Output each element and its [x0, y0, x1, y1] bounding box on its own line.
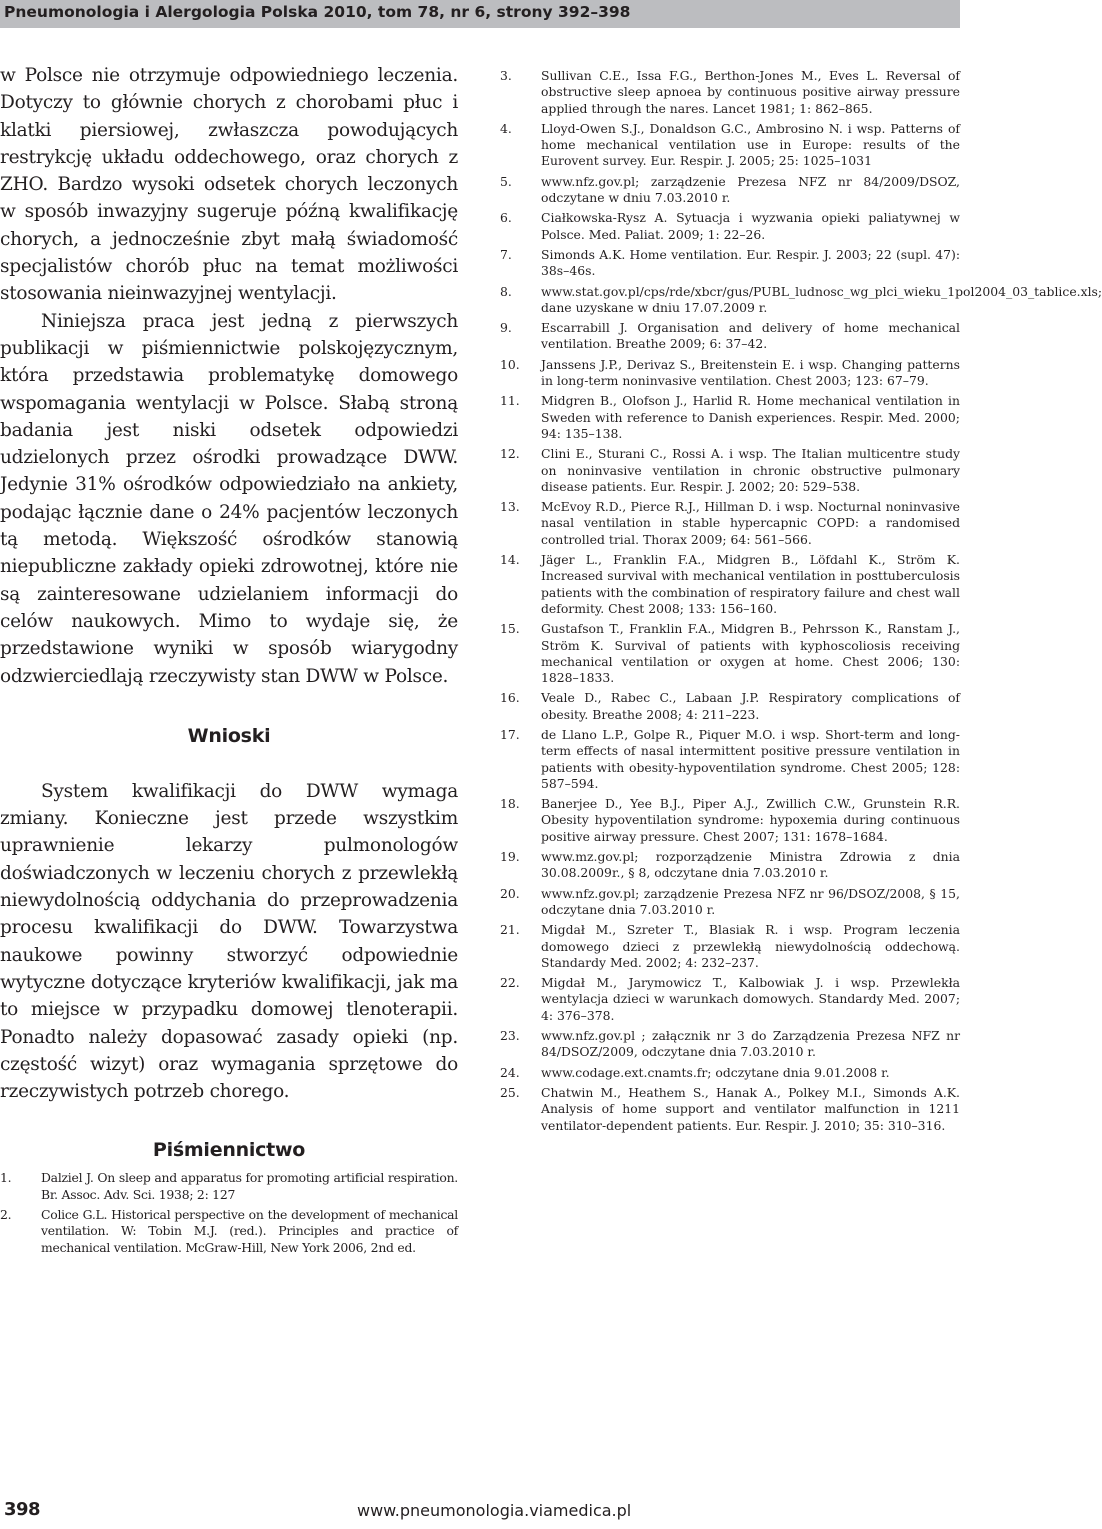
reference-number: 2.: [0, 1206, 12, 1222]
reference-item: [0, 1207, 458, 1256]
journal-header-text: Pneumonologia i Alergologia Polska 2010, tom 78, nr 6, strony 392–398: [4, 3, 631, 21]
reference-number: 17.: [500, 726, 520, 742]
reference-text: Migdał M., Jarymowicz T., Kalbowiak J. i wsp. Przewlekła wentylacja dzieci w warunkach domowych. Standardy Med. 2007; 4: 376–378.: [541, 975, 960, 1023]
reference-text: Clini E., Sturani C., Rossi A. i wsp. The Italian multicentre study on noninvasive ventilation in chronic obstructive pulmonary disease patients. Eur. Respir. J. 2002; 20: 529–538.: [541, 446, 960, 494]
reference-number: 15.: [500, 621, 520, 637]
reference-text: Simonds A.K. Home ventilation. Eur. Respir. J. 2003; 22 (supl. 47): 38s–46s.: [541, 246, 960, 279]
reference-item: [500, 727, 960, 792]
reference-text: Migdał M., Szreter T., Blasiak R. i wsp. Program leczenia domowego dzieci z przewlekłą niewydolnością oddechową. Standardy Med. 2002; 4: 232–237.: [541, 922, 960, 970]
reference-text: www.codage.ext.cnamts.fr; odczytane dnia 9.01.2008 r.: [541, 1064, 890, 1080]
reference-item: [500, 886, 960, 919]
reference-number: 21.: [500, 922, 520, 938]
reference-number: 19.: [500, 849, 520, 865]
reference-item: [500, 393, 960, 442]
reference-number: 5.: [500, 173, 512, 189]
reference-item: [500, 1085, 960, 1134]
reference-item: [500, 849, 960, 882]
reference-number: 10.: [500, 356, 520, 372]
reference-item: [500, 690, 960, 723]
reference-text: Colice G.L. Historical perspective on the development of mechanical ventilation. W: Tobin M.J. (red.). Principles and practice of mechanical ventilation. McGraw-Hill, New York 2006, 2nd ed.: [41, 1206, 458, 1255]
reference-item: [500, 1065, 960, 1081]
reference-text: Escarrabill J. Organisation and delivery of home mechanical ventilation. Breathe 2009; 6: 37–42.: [541, 320, 960, 352]
reference-text: www.stat.gov.pl/cps/rde/xbcr/gus/PUBL_ludnosc_wg_plci_wieku_1pol2004_03_tablice.xls; dane uzyskane w dniu 17.07.2009 r.: [541, 283, 1102, 315]
reference-list-right: [500, 68, 1102, 1134]
reference-number: 23.: [500, 1028, 520, 1044]
page-number: 398: [4, 1499, 41, 1520]
reference-item: [500, 247, 960, 280]
conclusions-heading: Wnioski: [187, 724, 271, 747]
reference-text: Veale D., Rabec C., Labaan J.P. Respiratory complications of obesity. Breathe 2008; 4: 211–223.: [541, 690, 960, 722]
reference-number: 3.: [500, 68, 512, 83]
journal-url: www.pneumonologia.viamedica.pl: [357, 1501, 632, 1520]
reference-text: de Llano L.P., Golpe R., Piquer M.O. i wsp. Short-term and long-term effects of nasal intermittent positive pressure ventilation in patients with obesity-hypoventilation syndrome. Chest 2005; 128: 587–594.: [541, 726, 960, 791]
reference-item: [500, 621, 960, 686]
reference-number: 13.: [500, 499, 520, 515]
reference-number: 4.: [500, 120, 512, 136]
reference-item: [0, 1170, 458, 1203]
reference-item: [500, 499, 960, 548]
reference-text: Lloyd-Owen S.J., Donaldson G.C., Ambrosino N. i wsp. Patterns of home mechanical ventilation use in Europe: results of the Eurovent survey. Eur. Respir. J. 2005; 25: 1025–1031: [541, 120, 960, 169]
reference-text: www.nfz.gov.pl; zarządzenie Prezesa NFZ nr 96/DSOZ/2008, § 15, odczytane dnia 7.03.2010 r.: [541, 885, 960, 917]
reference-number: 6.: [500, 210, 512, 226]
reference-item: [500, 552, 960, 617]
reference-number: 9.: [500, 320, 512, 336]
reference-text: www.mz.gov.pl; rozporządzenie Ministra Zdrowia z dnia 30.08.2009r., § 8, odczytane dnia 7.03.2010 r.: [541, 849, 960, 881]
reference-item: [500, 210, 960, 243]
reference-text: Jäger L., Franklin F.A., Midgren B., Löfdahl K., Ström K. Increased survival with mechanical ventilation in posttuberculosis patients with the combination of respiratory failure and chest wall deformity. Chest 2008; 133: 156–160.: [541, 552, 960, 616]
journal-header-bar: [0, 0, 960, 28]
reference-item: [500, 68, 960, 117]
right-column: [500, 68, 1102, 1138]
reference-number: 16.: [500, 690, 520, 706]
reference-item: [500, 446, 960, 495]
reference-item: [500, 174, 960, 207]
reference-number: 1.: [0, 1170, 12, 1186]
references-heading: Piśmiennictwo: [152, 1139, 306, 1162]
reference-text: Janssens J.P., Derivaz S., Breitenstein E. i wsp. Changing patterns in long-term noninvasive ventilation. Chest 2003; 123: 67–79.: [541, 356, 960, 389]
reference-number: 14.: [500, 552, 520, 568]
reference-text: www.nfz.gov.pl; zarządzenie Prezesa NFZ nr 84/2009/DSOZ, odczytane w dniu 7.03.2010 r.: [541, 173, 960, 206]
reference-item: [500, 283, 1102, 317]
body-paragraph-3: System kwalifikacji do DWW wymaga zmiany. Konieczne jest przede wszystkim uprawnienie lekarzy pulmonologów doświadczonych w leczeniu chorych z przewlekłą niewydolnością oddychania do przeprowadzenia procesu kwalifikacji do DWW. Towarzystwa naukowe powinny stworzyć odpowiednie wytyczne dotyczące kryteriów kwalifikacji, jak ma to miejsce w przypadku domowej tlenoterapii. Ponadto należy dopasować zasady opieki (np. częstość wizyt) oraz wymagania sprzętowe do rzeczywistych potrzeb chorego.: [0, 780, 458, 1103]
reference-item: [500, 975, 960, 1024]
reference-item: [500, 121, 960, 170]
reference-text: www.nfz.gov.pl ; załącznik nr 3 do Zarządzenia Prezesa NFZ nr 84/DSOZ/2009, odczytane dnia 7.03.2010 r.: [541, 1028, 960, 1060]
reference-item: [500, 922, 960, 971]
reference-item: [500, 320, 960, 353]
left-column: [0, 62, 458, 1260]
reference-text: Midgren B., Olofson J., Harlid R. Home mechanical ventilation in Sweden with reference to Danish experiences. Respir. Med. 2000; 94: 135–138.: [541, 393, 960, 441]
reference-number: 7.: [500, 246, 512, 262]
reference-number: 18.: [500, 796, 520, 812]
reference-item: [500, 357, 960, 390]
reference-text: Ciałkowska-Rysz A. Sytuacja i wyzwania opieki paliatywnej w Polsce. Med. Paliat. 2009; 1: 22–26.: [541, 210, 960, 242]
reference-number: 25.: [500, 1084, 520, 1100]
body-paragraph-2: Niniejsza praca jest jedną z pierwszych publikacji w piśmiennictwie polskojęzycznym, która przedstawia problematykę domowego wspomagania wentylacji w Polsce. Słabą stroną badania jest niski odsetek odpowiedzi udzielonych przez ośrodki prowadzące DWW. Jedynie 31% ośrodków odpowiedziało na ankiety, podając łącznie dane o 24% pacjentów leczonych tą metodą. Większość ośrodków stanowią niepubliczne zakłady opieki zdrowotnej, które nie są zainteresowane udzielaniem informacji do celów naukowych. Mimo to wydaje się, że przedstawione wyniki w sposób wiarygodny odzwierciedlają rzeczywisty stan DWW w Polsce.: [0, 310, 458, 687]
reference-text: Dalziel J. On sleep and apparatus for promoting artificial respiration. Br. Assoc. Adv. Sci. 1938; 2: 127: [41, 1170, 458, 1202]
reference-number: 11.: [500, 393, 520, 409]
reference-text: Banerjee D., Yee B.J., Piper A.J., Zwillich C.W., Grunstein R.R. Obesity hypoventilation syndrome: hypoxemia during continuous positive airway pressure. Chest 2007; 131: 1678–1684.: [541, 796, 960, 844]
reference-number: 12.: [500, 446, 520, 462]
reference-number: 22.: [500, 975, 520, 991]
reference-list-left: [0, 1170, 458, 1255]
reference-item: [500, 1028, 960, 1061]
reference-number: 8.: [500, 283, 512, 299]
reference-number: 24.: [500, 1064, 520, 1080]
reference-text: Gustafson T., Franklin F.A., Midgren B., Pehrsson K., Ranstam J., Ström K. Survival of patients with kyphoscoliosis receiving mechanical ventilation or oxygen at home. Chest 2006; 130: 1828–1833.: [541, 621, 960, 686]
reference-text: Sullivan C.E., Issa F.G., Berthon-Jones M., Eves L. Reversal of obstructive sleep apnoea by continuous positive airway pressure applied through the nares. Lancet 1981; 1: 862–865.: [541, 68, 960, 116]
reference-number: 20.: [500, 885, 520, 901]
reference-text: Chatwin M., Heathem S., Hanak A., Polkey M.I., Simonds A.K. Analysis of home support and ventilator malfunction in 1211 ventilator-dependent patients. Eur. Respir. J. 2010; 35: 310–316.: [541, 1084, 960, 1133]
reference-text: McEvoy R.D., Pierce R.J., Hillman D. i wsp. Nocturnal noninvasive nasal ventilation in stable hypercapnic COPD: a randomised controlled trial. Thorax 2009; 64: 561–566.: [541, 499, 960, 547]
body-paragraph-1: w Polsce nie otrzymuje odpowiedniego leczenia. Dotyczy to głównie chorych z chorobami płuc i klatki piersiowej, zwłaszcza powodujących restrykcję układu oddechowego, oraz chorych z ZHO. Bardzo wysoki odsetek chorych leczonych w sposób inwazyjny sugeruje późną kwalifikację chorych, a jednocześnie zbyt małą świadomość specjalistów chorób płuc na temat możliwości stosowania nieinwazyjnej wentylacji.: [0, 65, 458, 305]
reference-item: [500, 796, 960, 845]
